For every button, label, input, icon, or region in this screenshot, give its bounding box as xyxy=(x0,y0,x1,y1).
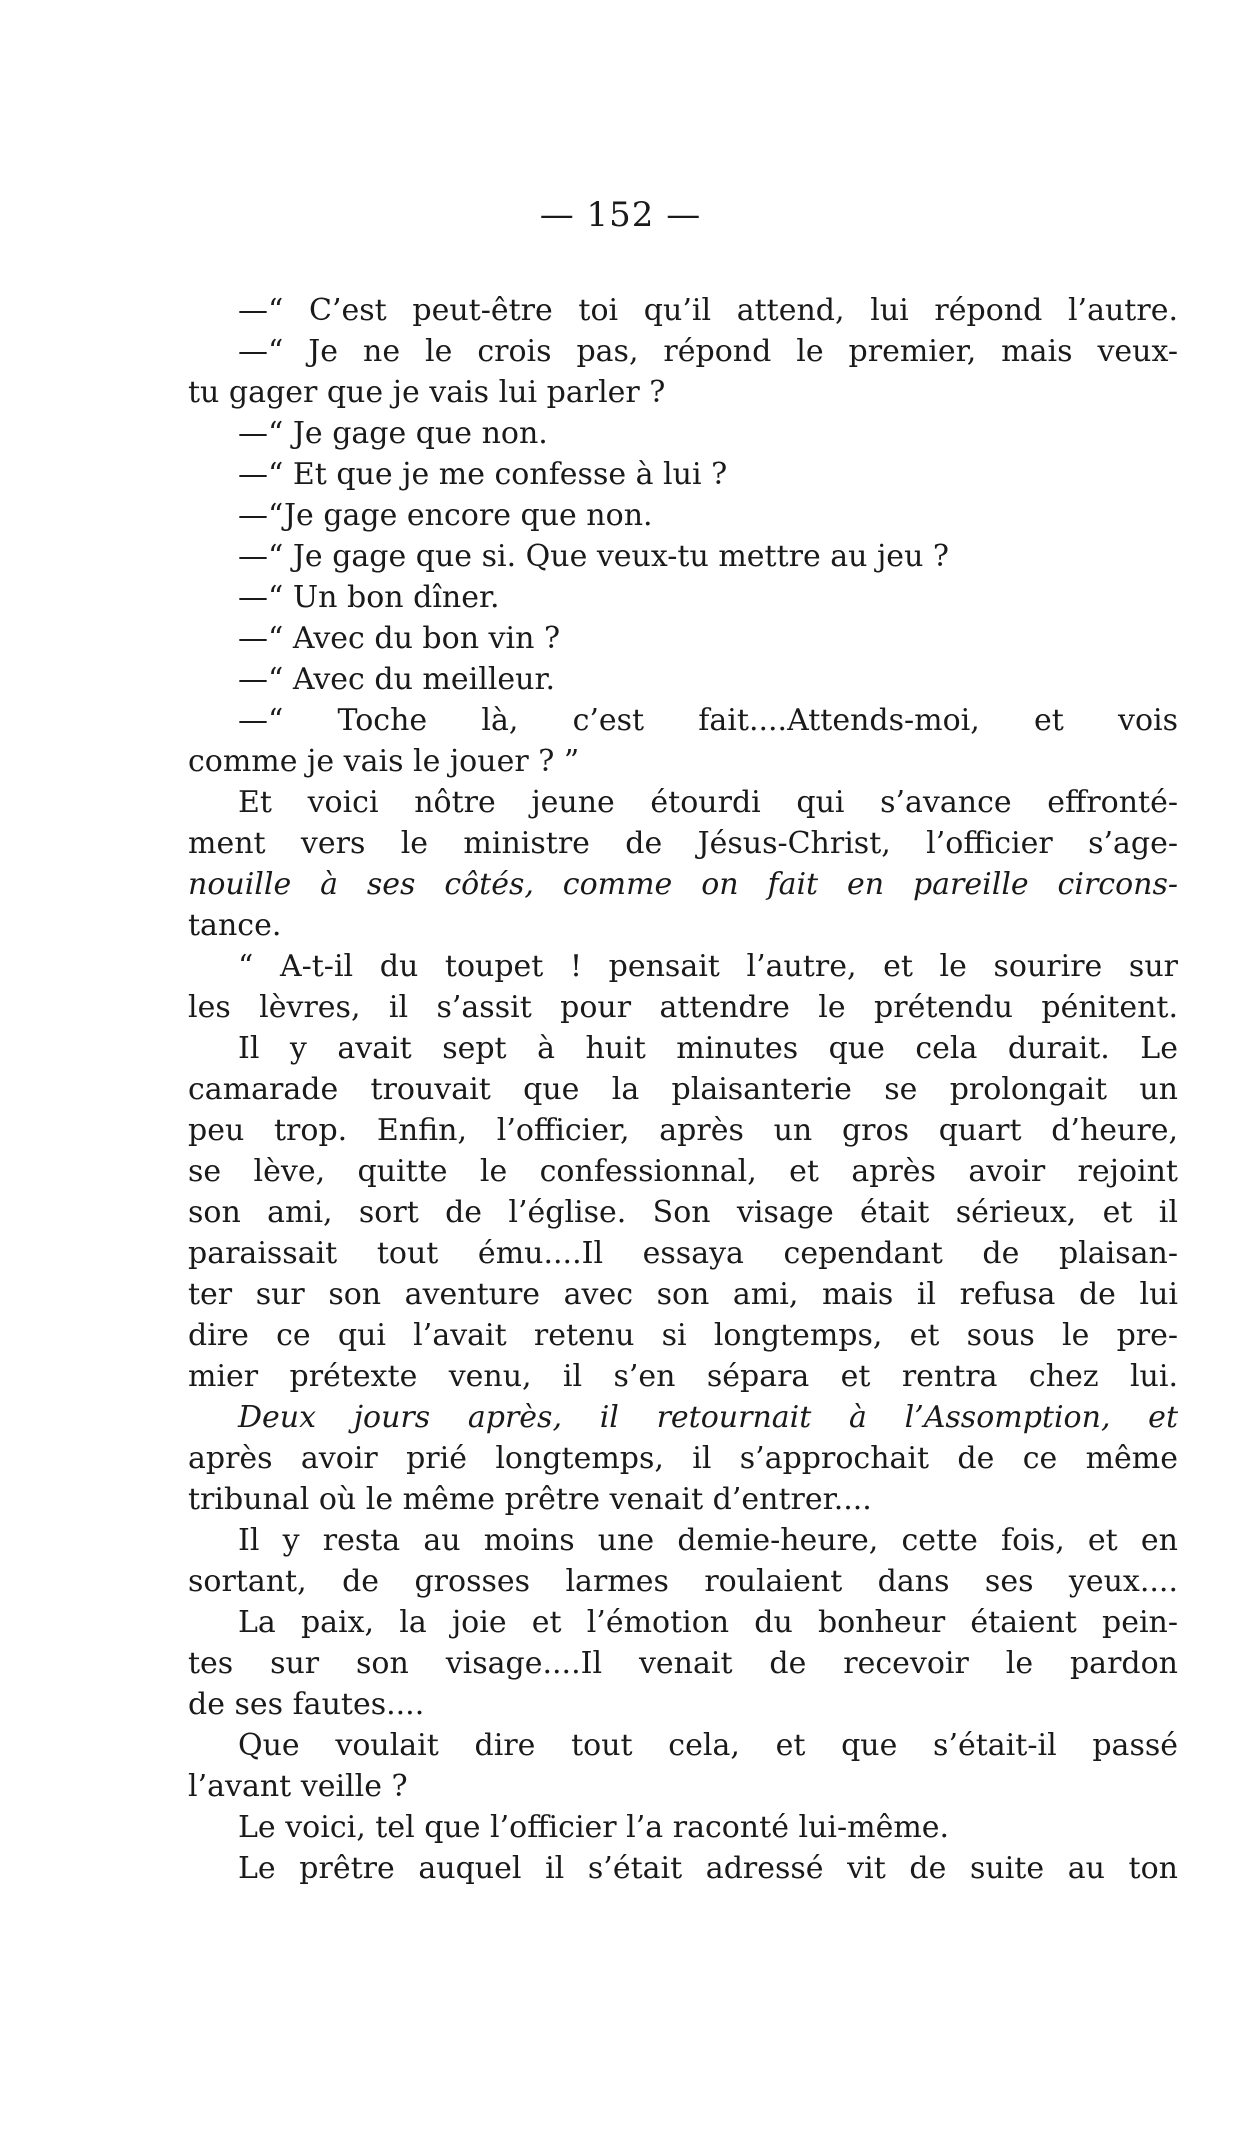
text-line: tance. xyxy=(188,908,282,943)
text-line: —“ Un bon dîner. xyxy=(238,580,500,615)
text-line: Que voulait dire tout cela, et que s’était-il passé xyxy=(238,1728,1178,1763)
text-line: tu gager que je vais lui parler ? xyxy=(188,375,666,410)
text-line: —“ C’est peut-être toi qu’il attend, lui répond l’autre. xyxy=(238,293,1178,328)
text-line: ter sur son aventure avec son ami, mais il refusa de lui xyxy=(188,1277,1178,1312)
text-line: son ami, sort de l’église. Son visage était sérieux, et il xyxy=(188,1195,1178,1230)
text-line: les lèvres, il s’assit pour attendre le prétendu pénitent. xyxy=(188,990,1178,1025)
text-line: tribunal où le même prêtre venait d’entrer.... xyxy=(188,1482,872,1517)
body-text xyxy=(188,290,1178,1889)
text-line: l’avant veille ? xyxy=(188,1769,408,1804)
text-line: après avoir prié longtemps, il s’approchait de ce même xyxy=(188,1441,1178,1476)
text-line: Le prêtre auquel il s’était adressé vit de suite au ton xyxy=(238,1851,1178,1886)
text-line: sortant, de grosses larmes roulaient dans ses yeux.... xyxy=(188,1564,1178,1599)
text-line: dire ce qui l’avait retenu si longtemps, et sous le pre- xyxy=(188,1318,1178,1353)
text-line: —“ Je gage que si. Que veux-tu mettre au jeu ? xyxy=(238,539,950,574)
text-line: ment vers le ministre de Jésus-Christ, l’officier s’age- xyxy=(188,826,1178,861)
text-line: paraissait tout ému....Il essaya cependant de plaisan- xyxy=(188,1236,1178,1271)
text-line: —“ Je ne le crois pas, répond le premier, mais veux- xyxy=(238,334,1178,369)
text-line: camarade trouvait que la plaisanterie se prolongait un xyxy=(188,1072,1178,1107)
text-line: Deux jours après, il retournait à l’Assomption, et xyxy=(238,1400,1178,1435)
text-line: La paix, la joie et l’émotion du bonheur étaient pein- xyxy=(238,1605,1178,1640)
text-line: —“ Toche là, c’est fait....Attends-moi, et vois xyxy=(238,703,1178,738)
text-line: Il y resta au moins une demie-heure, cette fois, et en xyxy=(238,1523,1178,1558)
text-line: —“ Avec du bon vin ? xyxy=(238,621,561,656)
text-line: mier prétexte venu, il s’en sépara et rentra chez lui. xyxy=(188,1359,1178,1394)
text-line: Et voici nôtre jeune étourdi qui s’avance effronté- xyxy=(238,785,1178,820)
text-line: —“ Avec du meilleur. xyxy=(238,662,556,697)
text-line: —“ Je gage que non. xyxy=(238,416,548,451)
text-line: Le voici, tel que l’officier l’a raconté lui-même. xyxy=(238,1810,950,1845)
text-line: peu trop. Enfin, l’officier, après un gros quart d’heure, xyxy=(188,1113,1178,1148)
text-line: tes sur son visage....Il venait de recevoir le pardon xyxy=(188,1646,1178,1681)
text-line: se lève, quitte le confessionnal, et après avoir rejoint xyxy=(188,1154,1178,1189)
text-line: —“ Et que je me confesse à lui ? xyxy=(238,457,728,492)
text-line: Il y avait sept à huit minutes que cela durait. Le xyxy=(238,1031,1178,1066)
text-line: comme je vais le jouer ? ” xyxy=(188,744,580,779)
page-number: — 152 — xyxy=(539,195,702,235)
text-line: nouille à ses côtés, comme on fait en pareille circons- xyxy=(188,867,1178,902)
text-line: “ A-t-il du toupet ! pensait l’autre, et le sourire sur xyxy=(238,949,1178,984)
text-line: de ses fautes.... xyxy=(188,1687,425,1722)
text-line: —“Je gage encore que non. xyxy=(238,498,653,533)
